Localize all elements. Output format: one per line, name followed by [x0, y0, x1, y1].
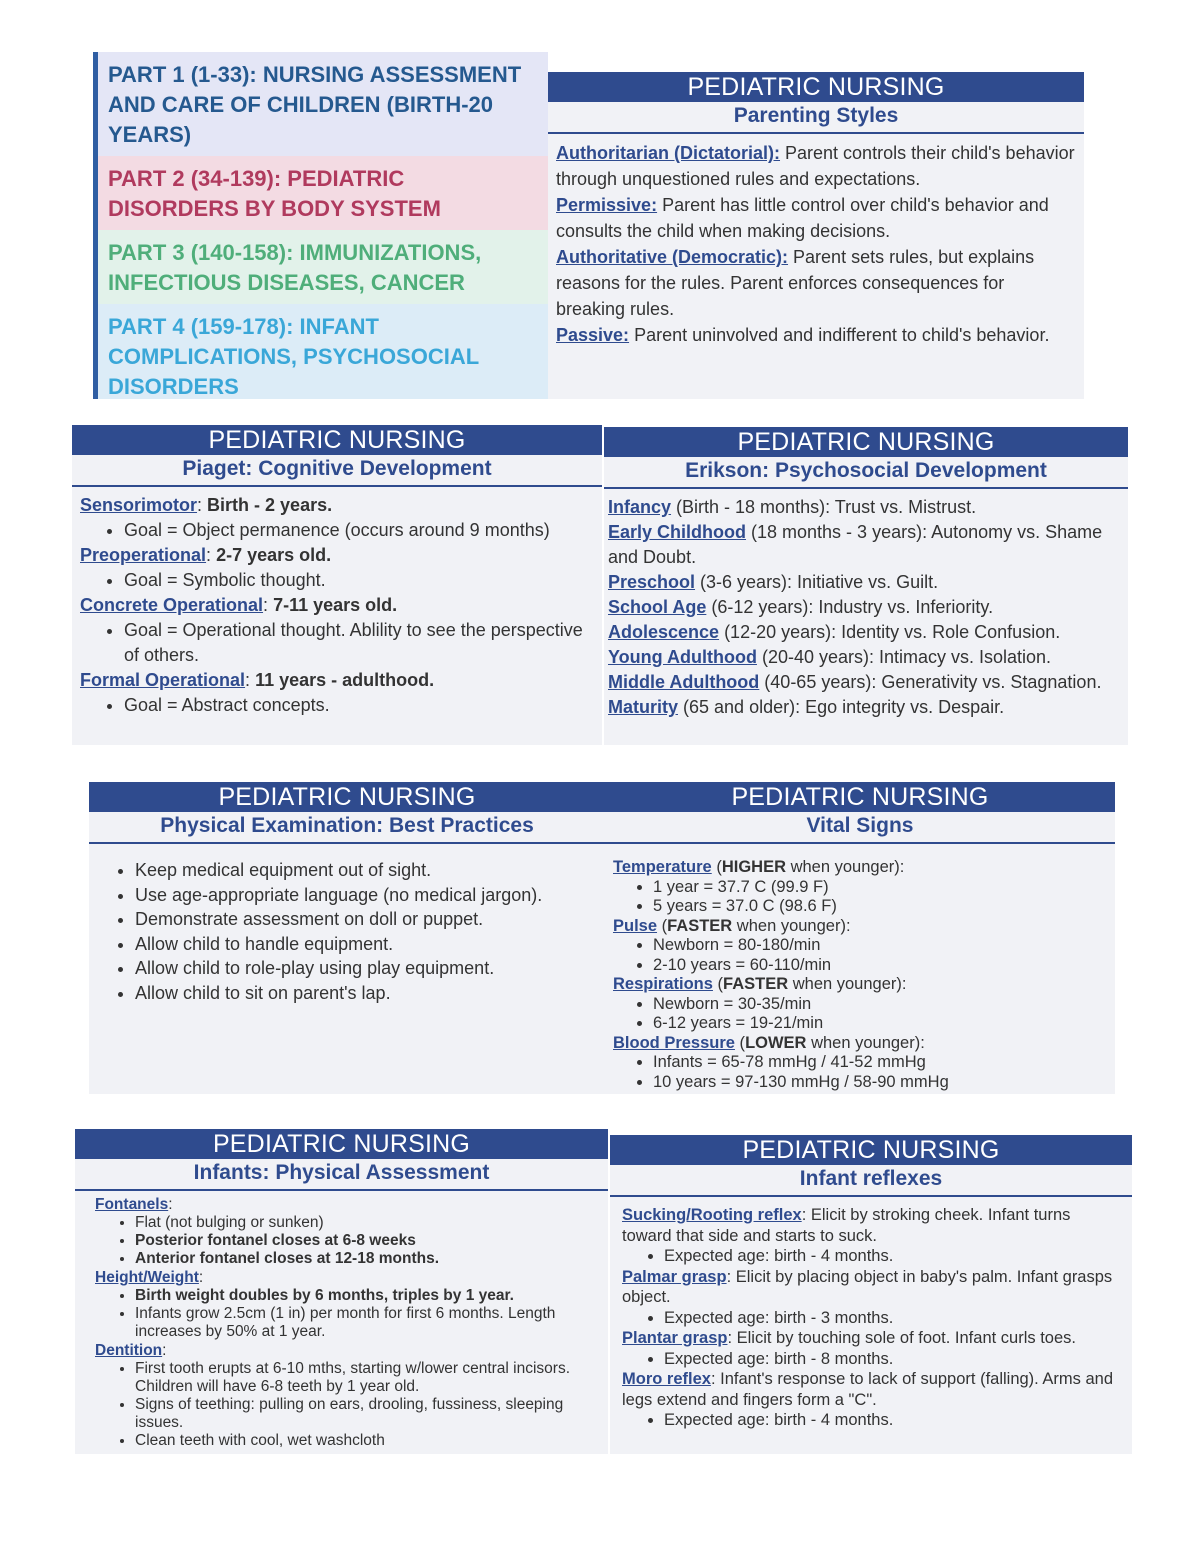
infant-section: Dentition:	[95, 1342, 167, 1359]
infant-item: • Birth weight doubles by 6 months, triples by 1 year.	[135, 1287, 600, 1305]
piaget-goal: • Goal = Symbolic thought.	[124, 568, 594, 593]
infant-item: • Clean teeth with cool, wet washcloth	[135, 1432, 600, 1450]
infant-item: • Posterior fontanel closes at 6-8 weeks	[135, 1232, 600, 1250]
card-header: PEDIATRIC NURSING	[548, 72, 1084, 102]
card-title: Erikson: Psychosocial Development	[604, 457, 1128, 489]
erikson-stage: Maturity (65 and older): Ego integrity vs. Despair.	[608, 697, 1005, 717]
parenting-item: Authoritative (Democratic): Parent sets rules, but explains reasons for the rules. Parent enforces consequences for breaking rules.	[556, 247, 1035, 319]
card-header: PEDIATRIC NURSING	[605, 782, 1115, 812]
piaget-goal: • Goal = Operational thought. Ablility to see the perspective of others.	[124, 618, 594, 668]
piaget-stage: Preoperational: 2-7 years old.	[80, 545, 332, 565]
vitals-group: Respirations (FASTER when younger):	[613, 975, 907, 993]
vitals-item: • Newborn = 80-180/min	[653, 936, 1107, 956]
piaget-card	[72, 425, 602, 745]
vitals-group: Blood Pressure (LOWER when younger):	[613, 1033, 925, 1052]
vitals-item: • 10 years = 97-130 mmHg / 58-90 mmHg	[653, 1073, 1107, 1093]
exam-item: • Use age-appropriate language (no medical jargon).	[135, 883, 597, 908]
infant-assessment-card	[75, 1129, 608, 1454]
infant-item: • First tooth erupts at 6-10 mths, starting w/lower central incisors. Children will have 6-8 teeth by 1 year old.	[135, 1360, 600, 1396]
vitals-item: • 1 year = 37.7 C (99.9 F)	[653, 878, 1107, 898]
card-title: Parenting Styles	[548, 102, 1084, 134]
reflex-age: • Expected age: birth - 4 months.	[664, 1246, 1124, 1267]
parenting-styles-card	[548, 72, 1084, 399]
piaget-stage: Formal Operational: 11 years - adulthood.	[80, 670, 435, 690]
card-header: PEDIATRIC NURSING	[610, 1135, 1132, 1165]
reflex-age: • Expected age: birth - 3 months.	[664, 1308, 1124, 1329]
card-title: Piaget: Cognitive Development	[72, 455, 602, 487]
infant-item: • Signs of teething: pulling on ears, drooling, fussiness, sleeping issues.	[135, 1396, 600, 1432]
reflex-age: • Expected age: birth - 4 months.	[664, 1410, 1124, 1431]
exam-item: • Keep medical equipment out of sight.	[135, 858, 597, 883]
reflex-item: Plantar grasp: Elicit by touching sole of foot. Infant curls toes.	[622, 1329, 1076, 1347]
vitals-item: • Newborn = 30-35/min	[653, 995, 1107, 1015]
exam-item: • Allow child to sit on parent's lap.	[135, 981, 597, 1006]
infant-item: • Anterior fontanel closes at 12-18 months.	[135, 1250, 600, 1268]
reflex-item: Sucking/Rooting reflex: Elicit by stroking cheek. Infant turns toward that side and starts to suck.	[622, 1206, 1071, 1245]
vitals-item: • Infants = 65-78 mmHg / 41-52 mmHg	[653, 1053, 1107, 1073]
parenting-item: Permissive: Parent has little control over child's behavior and consults the child when making decisions.	[556, 195, 1049, 241]
erikson-stage: Young Adulthood (20-40 years): Intimacy vs. Isolation.	[608, 647, 1052, 667]
infant-item: • Infants grow 2.5cm (1 in) per month for first 6 months. Length increases by 50% at 1 year.	[135, 1305, 600, 1341]
infant-section: Height/Weight:	[95, 1269, 204, 1286]
parts-index	[93, 52, 548, 399]
part-3: PART 3 (140-158): IMMUNIZATIONS, INFECTIOUS DISEASES, CANCER	[98, 230, 548, 304]
part-1: PART 1 (1-33): NURSING ASSESSMENT AND CARE OF CHILDREN (BIRTH-20 YEARS)	[98, 52, 548, 156]
card-title: Infants: Physical Assessment	[75, 1159, 608, 1191]
exam-item: • Allow child to handle equipment.	[135, 932, 597, 957]
piaget-goal: • Goal = Abstract concepts.	[124, 693, 594, 718]
erikson-card	[604, 427, 1128, 745]
vitals-item: • 2-10 years = 60-110/min	[653, 956, 1107, 976]
vitals-group: Temperature (HIGHER when younger):	[613, 858, 905, 876]
erikson-stage: Early Childhood (18 months - 3 years): Autonomy vs. Shame and Doubt.	[608, 522, 1103, 567]
vitals-item: • 6-12 years = 19-21/min	[653, 1014, 1107, 1034]
part-4: PART 4 (159-178): INFANT COMPLICATIONS, PSYCHOSOCIAL DISORDERS	[98, 304, 548, 399]
piaget-stage: Concrete Operational: 7-11 years old.	[80, 595, 398, 615]
card-header: PEDIATRIC NURSING	[75, 1129, 608, 1159]
vitals-item: • 5 years = 37.0 C (98.6 F)	[653, 897, 1107, 917]
infant-section: Fontanels:	[95, 1196, 173, 1213]
infant-reflexes-card	[610, 1135, 1132, 1454]
reflex-item: Palmar grasp: Elicit by placing object in baby's palm. Infant grasps object.	[622, 1267, 1113, 1306]
physical-exam-card	[89, 782, 605, 1094]
infant-item: • Flat (not bulging or sunken)	[135, 1214, 600, 1232]
card-header: PEDIATRIC NURSING	[89, 782, 605, 812]
card-header: PEDIATRIC NURSING	[72, 425, 602, 455]
vital-signs-card	[605, 782, 1115, 1094]
vitals-group: Pulse (FASTER when younger):	[613, 916, 851, 935]
erikson-stage: Adolescence (12-20 years): Identity vs. Role Confusion.	[608, 622, 1061, 642]
erikson-stage: School Age (6-12 years): Industry vs. Inferiority.	[608, 597, 994, 617]
erikson-stage: Preschool (3-6 years): Initiative vs. Guilt.	[608, 572, 939, 592]
part-2: PART 2 (34-139): PEDIATRIC DISORDERS BY BODY SYSTEM	[98, 156, 548, 230]
piaget-goal: • Goal = Object permanence (occurs around 9 months)	[124, 518, 594, 543]
reflex-item: Moro reflex: Infant's response to lack of support (falling). Arms and legs extend and fingers form a "C".	[622, 1370, 1114, 1409]
parenting-item: Authoritarian (Dictatorial): Parent controls their child's behavior through unquestioned rules and expectations.	[556, 143, 1075, 189]
exam-item: • Allow child to role-play using play equipment.	[135, 956, 597, 981]
erikson-stage: Infancy (Birth - 18 months): Trust vs. Mistrust.	[608, 497, 977, 517]
parenting-item: Passive: Parent uninvolved and indifferent to child's behavior.	[556, 325, 1050, 345]
card-title: Infant reflexes	[610, 1165, 1132, 1197]
piaget-stage: Sensorimotor: Birth - 2 years.	[80, 495, 333, 515]
card-title: Physical Examination: Best Practices	[89, 812, 605, 844]
erikson-stage: Middle Adulthood (40-65 years): Generativity vs. Stagnation.	[608, 672, 1102, 692]
reflex-age: • Expected age: birth - 8 months.	[664, 1349, 1124, 1370]
card-title: Vital Signs	[605, 812, 1115, 844]
exam-item: • Demonstrate assessment on doll or puppet.	[135, 907, 597, 932]
card-header: PEDIATRIC NURSING	[604, 427, 1128, 457]
